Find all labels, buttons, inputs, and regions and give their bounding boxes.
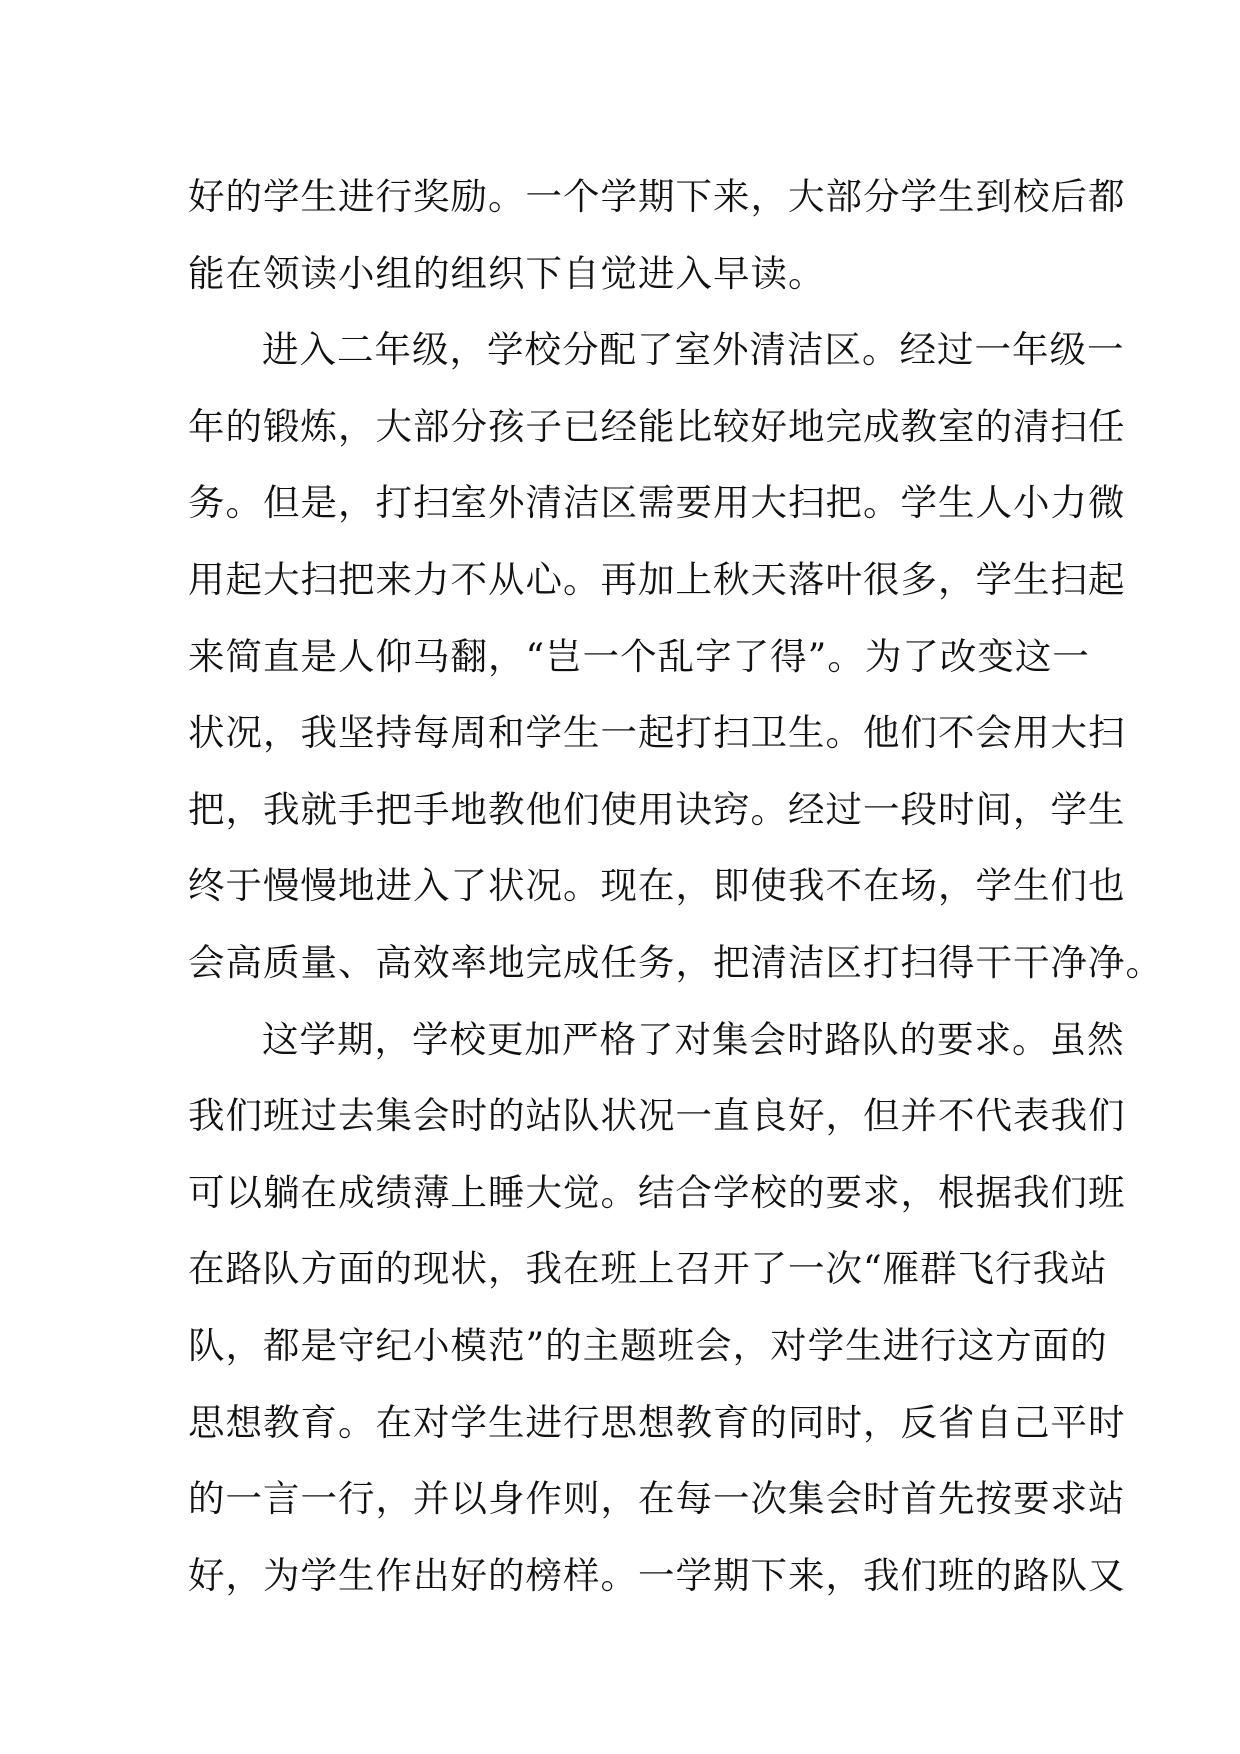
text-line: 可以躺在成绩薄上睡大觉。结合学校的要求，根据我们班: [188, 1170, 1126, 1214]
text-line: 队，都是守纪小模范”的主题班会，对学生进行这方面的: [188, 1323, 1108, 1367]
text-line: 的一言一行，并以身作则，在每一次集会时首先按要求站: [188, 1477, 1126, 1521]
text-line: 状况，我坚持每周和学生一起打扫卫生。他们不会用大扫: [188, 711, 1126, 755]
text-line: 在路队方面的现状，我在班上召开了一次“雁群飞行我站: [188, 1247, 1108, 1291]
text-line: 好，为学生作出好的榜样。一学期下来，我们班的路队又: [188, 1553, 1126, 1597]
text-line: 好的学生进行奖励。一个学期下来，大部分学生到校后都: [188, 175, 1126, 218]
text-line: 年的锻炼，大部分孩子已经能比较好地完成教室的清扫任: [188, 404, 1126, 448]
text-line: 用起大扫把来力不从心。再加上秋天落叶很多，学生扫起: [188, 557, 1126, 601]
text-line: 思想教育。在对学生进行思想教育的同时，反省自己平时: [188, 1400, 1126, 1444]
paragraph-start-line: 进入二年级，学校分配了室外清洁区。经过一年级一: [262, 328, 1125, 372]
text-line: 来简直是人仰马翻，“岂一个乱字了得”。为了改变这一: [188, 634, 1090, 678]
text-line: 能在领读小组的组织下自觉进入早读。: [188, 251, 826, 295]
text-line: 把，我就手把手地教他们使用诀窍。经过一段时间，学生: [188, 787, 1126, 831]
text-line: 会高质量、高效率地完成任务，把清洁区打扫得干干净净。: [188, 940, 1163, 984]
paragraph-start-line: 这学期，学校更加严格了对集会时路队的要求。虽然: [262, 1017, 1125, 1061]
text-line: 我们班过去集会时的站队状况一直良好，但并不代表我们: [188, 1094, 1126, 1138]
document-body: [188, 159, 1163, 1614]
text-line: 务。但是，打扫室外清洁区需要用大扫把。学生人小力微: [188, 481, 1126, 525]
text-line: 终于慢慢地进入了状况。现在，即使我不在场，学生们也: [188, 864, 1126, 908]
